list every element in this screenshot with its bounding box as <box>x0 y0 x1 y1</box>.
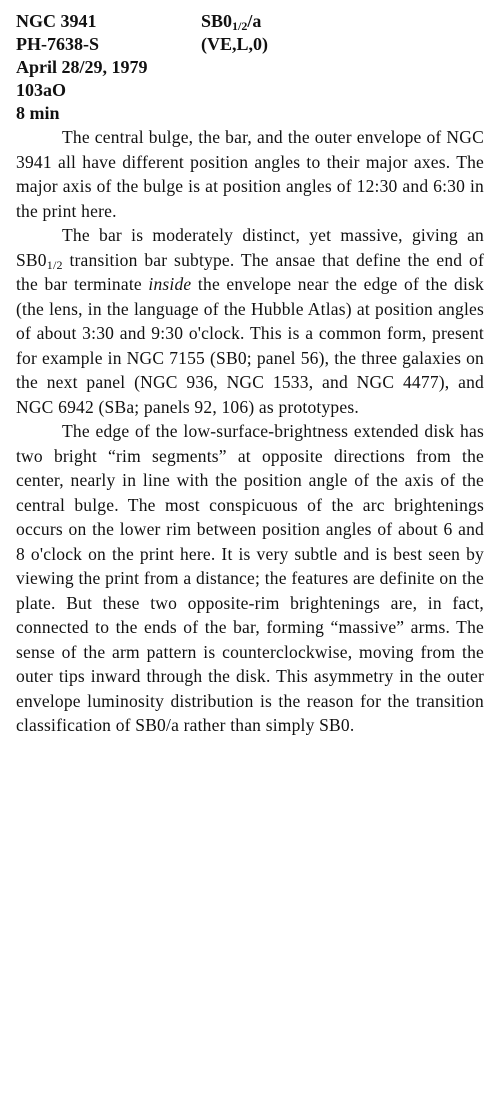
exposure-time: 8 min <box>16 103 60 123</box>
description-text <box>16 125 484 738</box>
page <box>16 10 484 738</box>
bar-subtype-subscript: 1/2 <box>46 257 63 272</box>
header-row-2 <box>16 33 484 56</box>
paragraph-2-part-2: transition bar subtype. The ansae that define the end of the bar terminate <box>16 249 484 294</box>
paragraph-2-part-1: The bar is moderately distinct, yet massive, giving an SB0 <box>16 225 484 270</box>
type-code: (VE,L,0) <box>201 34 268 54</box>
paragraph-2 <box>16 223 484 419</box>
emulsion: 103aO <box>16 80 67 100</box>
type-suffix: /a <box>247 11 262 31</box>
morphological-type <box>201 10 261 33</box>
header-row-1 <box>16 10 484 33</box>
emphasis-inside: inside <box>148 274 192 294</box>
type-subscript: 1/2 <box>232 19 248 33</box>
paragraph-3: The edge of the low-surface-brightness extended disk has two bright “rim segments” at opposite directions from the center, nearly in line with the position angle of the axis of the central bulge. The most conspicuous of the arc brightenings occurs on the lower rim between position angles of about 6 and 8 o'clock on the print here. It is very subtle and is best seen by viewing the print from a distance; the features are definite on the plate. But these two opposite-rim brightenings are, in fact, connected to the ends of the bar, forming “massive” arms. The sense of the arm pattern is counterclockwise, moving from the outer tips inward through the disk. This asymmetry in the outer envelope luminosity distribution is the reason for the transition classification of SB0/a rather than simply SB0. <box>16 421 484 735</box>
paragraph-1: The central bulge, the bar, and the outer envelope of NGC 3941 all have different position angles to their major axes. The major axis of the bulge is at position angles of 12:30 and 6:30 in the print here. <box>16 127 484 221</box>
observation-date: April 28/29, 1979 <box>16 57 148 77</box>
header-block <box>16 10 484 125</box>
object-name: NGC 3941 <box>16 11 97 31</box>
paragraph-2-part-3: the envelope near the edge of the disk (the lens, in the language of the Hubble Atlas) at position angles of about 3:30 and 9:30 o'clock. This is a common form, present for example in NGC 7155 (SB0; panel 56), the three galaxies on the next panel (NGC 936, NGC 1533, and NGC 4477), and NGC 6942 (SBa; panels 92, 106) as prototypes. <box>16 274 485 417</box>
type-main: SB0 <box>201 11 233 31</box>
plate-number: PH-7638-S <box>16 34 99 54</box>
